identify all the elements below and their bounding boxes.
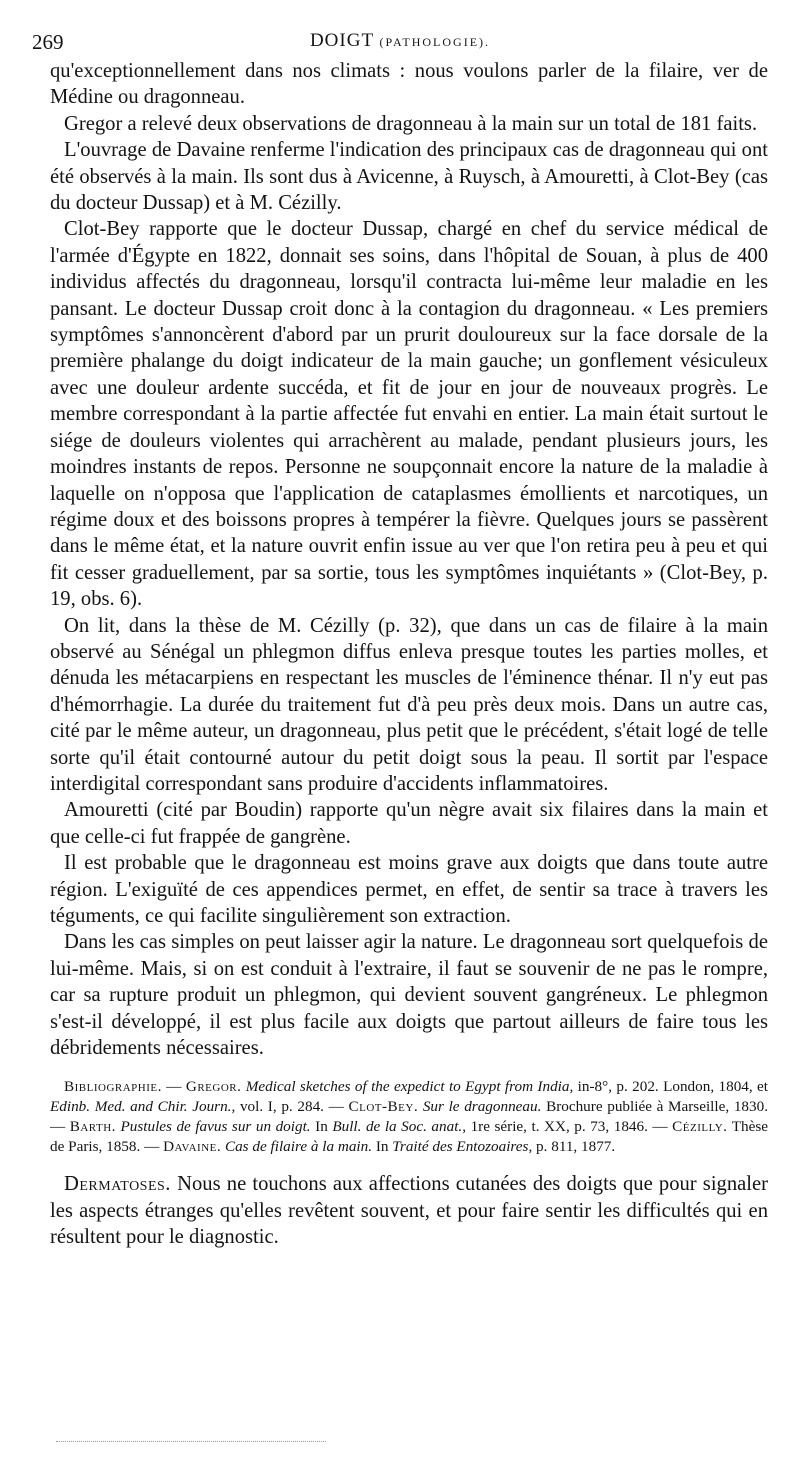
bibliography-title: Cas de filaire à la main. bbox=[221, 1138, 373, 1156]
bibliography-text: , 1re série, t. XX, p. 73, 1846. — bbox=[462, 1118, 673, 1136]
dermatoses-section bbox=[50, 1171, 768, 1250]
page-number: 269 bbox=[32, 30, 64, 54]
dermatoses-text: Nous ne touchons aux affections cutanées des doigts que pour signaler les aspects étranges qu'elles revêtent souvent, et pour faire sentir les difficultés qui en résultent pour le diagnostic. bbox=[50, 1173, 768, 1249]
bibliography-text: , vol. I, p. 284. — bbox=[231, 1098, 349, 1116]
bibliography-author: Davaine. bbox=[163, 1138, 222, 1156]
bibliography-text: , p. 811, 1877. bbox=[528, 1138, 616, 1156]
dermatoses-heading: Dermatoses. bbox=[64, 1173, 171, 1196]
running-head-subtitle: (PATHOLOGIE). bbox=[379, 35, 491, 49]
bibliography-text: Thèse de Paris, 1858. — bbox=[50, 1118, 768, 1156]
bibliography-text: In bbox=[310, 1118, 333, 1136]
body-text bbox=[50, 58, 768, 1251]
bibliography-label: Bibliographie. bbox=[64, 1078, 162, 1096]
bibliography-title: Medical sketches of the expedict to Egypt from India, bbox=[241, 1078, 574, 1096]
bibliography-author: Gregor. bbox=[185, 1078, 242, 1096]
bibliography-author: Clot-Bey. bbox=[348, 1098, 419, 1116]
page-header bbox=[32, 26, 768, 56]
paragraph: L'ouvrage de Davaine renferme l'indication des principaux cas de dragonneau qui ont été observés à la main. Ils sont dus à Avicenne, à Ruysch, à Amouretti, à Clot-Bey (cas du docteur Dussap) et à M. Cézilly. bbox=[50, 139, 768, 215]
bibliography-text: Brochure publiée à Marseille, 1830. — bbox=[50, 1098, 768, 1136]
bibliography-title: Pustules de favus sur un doigt. bbox=[115, 1118, 311, 1136]
paragraph: Dans les cas simples on peut laisser agir la nature. Le dragonneau sort quelquefois de lui-même. Mais, si on est conduit à l'extraire, il faut se souvenir de ne pas le rompre, car sa rupture produit un phlegmon, qui devient souvent gangréneux. Le phlegmon s'est-il développé, il est plus facile aux doigts que partout ailleurs de faire tous les débridements nécessaires. bbox=[50, 931, 768, 1060]
bibliography-author: Barth. bbox=[69, 1118, 116, 1136]
paragraph: Gregor a relevé deux observations de dragonneau à la main sur un total de 181 faits. bbox=[64, 112, 758, 135]
running-head-title: DOIGT bbox=[309, 30, 374, 51]
running-head bbox=[32, 30, 768, 52]
bibliography-text: in-8°, p. 202. London, 1804, et bbox=[573, 1078, 769, 1096]
bibliography-text: In bbox=[372, 1138, 393, 1156]
paragraph: Il est probable que le dragonneau est moins grave aux doigts que dans toute autre région. L'exiguïté de ces appendices permet, en effet, de sentir sa trace à travers les téguments, ce qui facilite singulièrement son extraction. bbox=[50, 852, 768, 927]
paragraph: Clot-Bey rapporte que le docteur Dussap, chargé en chef du service médical de l'armée d'Égypte en 1822, donnait ses soins, dans l'hôpital de Souan, à plus de 400 individus affectés du dragonneau, lorsqu'il contracta lui-même leur maladie en les pansant. Le docteur Dussap croit donc à la contagion du dragonneau. « Les premiers symptômes s'annoncèrent d'abord par un prurit douloureux sur la face dorsale de la première phalange du doigt indicateur de la main gauche; un gonflement vésiculeux avec une douleur ardente succéda, et fit de jour en jour de nouveaux progrès. Le membre correspondant à la partie affectée fut envahi en entier. La main était surtout le siége de douleurs violentes qui arrachèrent au malade, pendant plusieurs jours, les moindres instants de repos. Personne ne soupçonnait encore la nature de la maladie à laquelle on n'opposa que l'application de cataplasmes émollients et narcotiques, un régime doux et des boissons propres à tempérer la fièvre. Quelques jours se passèrent dans le même état, et la nature ouvrit enfin issue au ver que l'on retira peu à peu et qui fit cesser graduellement, par sa sortie, tous les symptômes inquiétants » (Clot-Bey, p. 19, obs. 6). bbox=[50, 218, 768, 611]
bibliography bbox=[50, 1077, 768, 1157]
paragraph: Amouretti (cité par Boudin) rapporte qu'un nègre avait six filaires dans la main et que celle-ci fut frappée de gangrène. bbox=[50, 799, 768, 848]
bibliography-title: Edinb. Med. and Chir. Journ. bbox=[50, 1098, 232, 1116]
paragraph: qu'exceptionnellement dans nos climats : nous voulons parler de la filaire, ver de Médine ou dragonneau. bbox=[50, 60, 768, 109]
bibliography-title: Traité des Entozoaires bbox=[392, 1138, 529, 1156]
bibliography-author: Cézilly. bbox=[672, 1118, 728, 1136]
bibliography-title: Sur le dragonneau. bbox=[418, 1098, 542, 1116]
footer-rule bbox=[56, 1441, 326, 1442]
bibliography-text: — bbox=[161, 1078, 186, 1096]
paragraph: On lit, dans la thèse de M. Cézilly (p. 32), que dans un cas de filaire à la main observé au Sénégal un phlegmon diffus enleva presque toutes les parties molles, et dénuda les métacarpiens en respectant les muscles de l'éminence thénar. Il n'y eut pas d'hémorrhagie. La durée du traitement fut d'à peu près deux mois. Dans un autre cas, cité par le même auteur, un dragonneau, plus petit que le précédent, s'était logé de telle sorte qu'il était contourné autour du petit doigt sous la peau. Il sortit par l'espace interdigital correspondant sans produire d'accidents inflammatoires. bbox=[50, 614, 768, 795]
bibliography-title: Bull. de la Soc. anat. bbox=[332, 1118, 463, 1136]
